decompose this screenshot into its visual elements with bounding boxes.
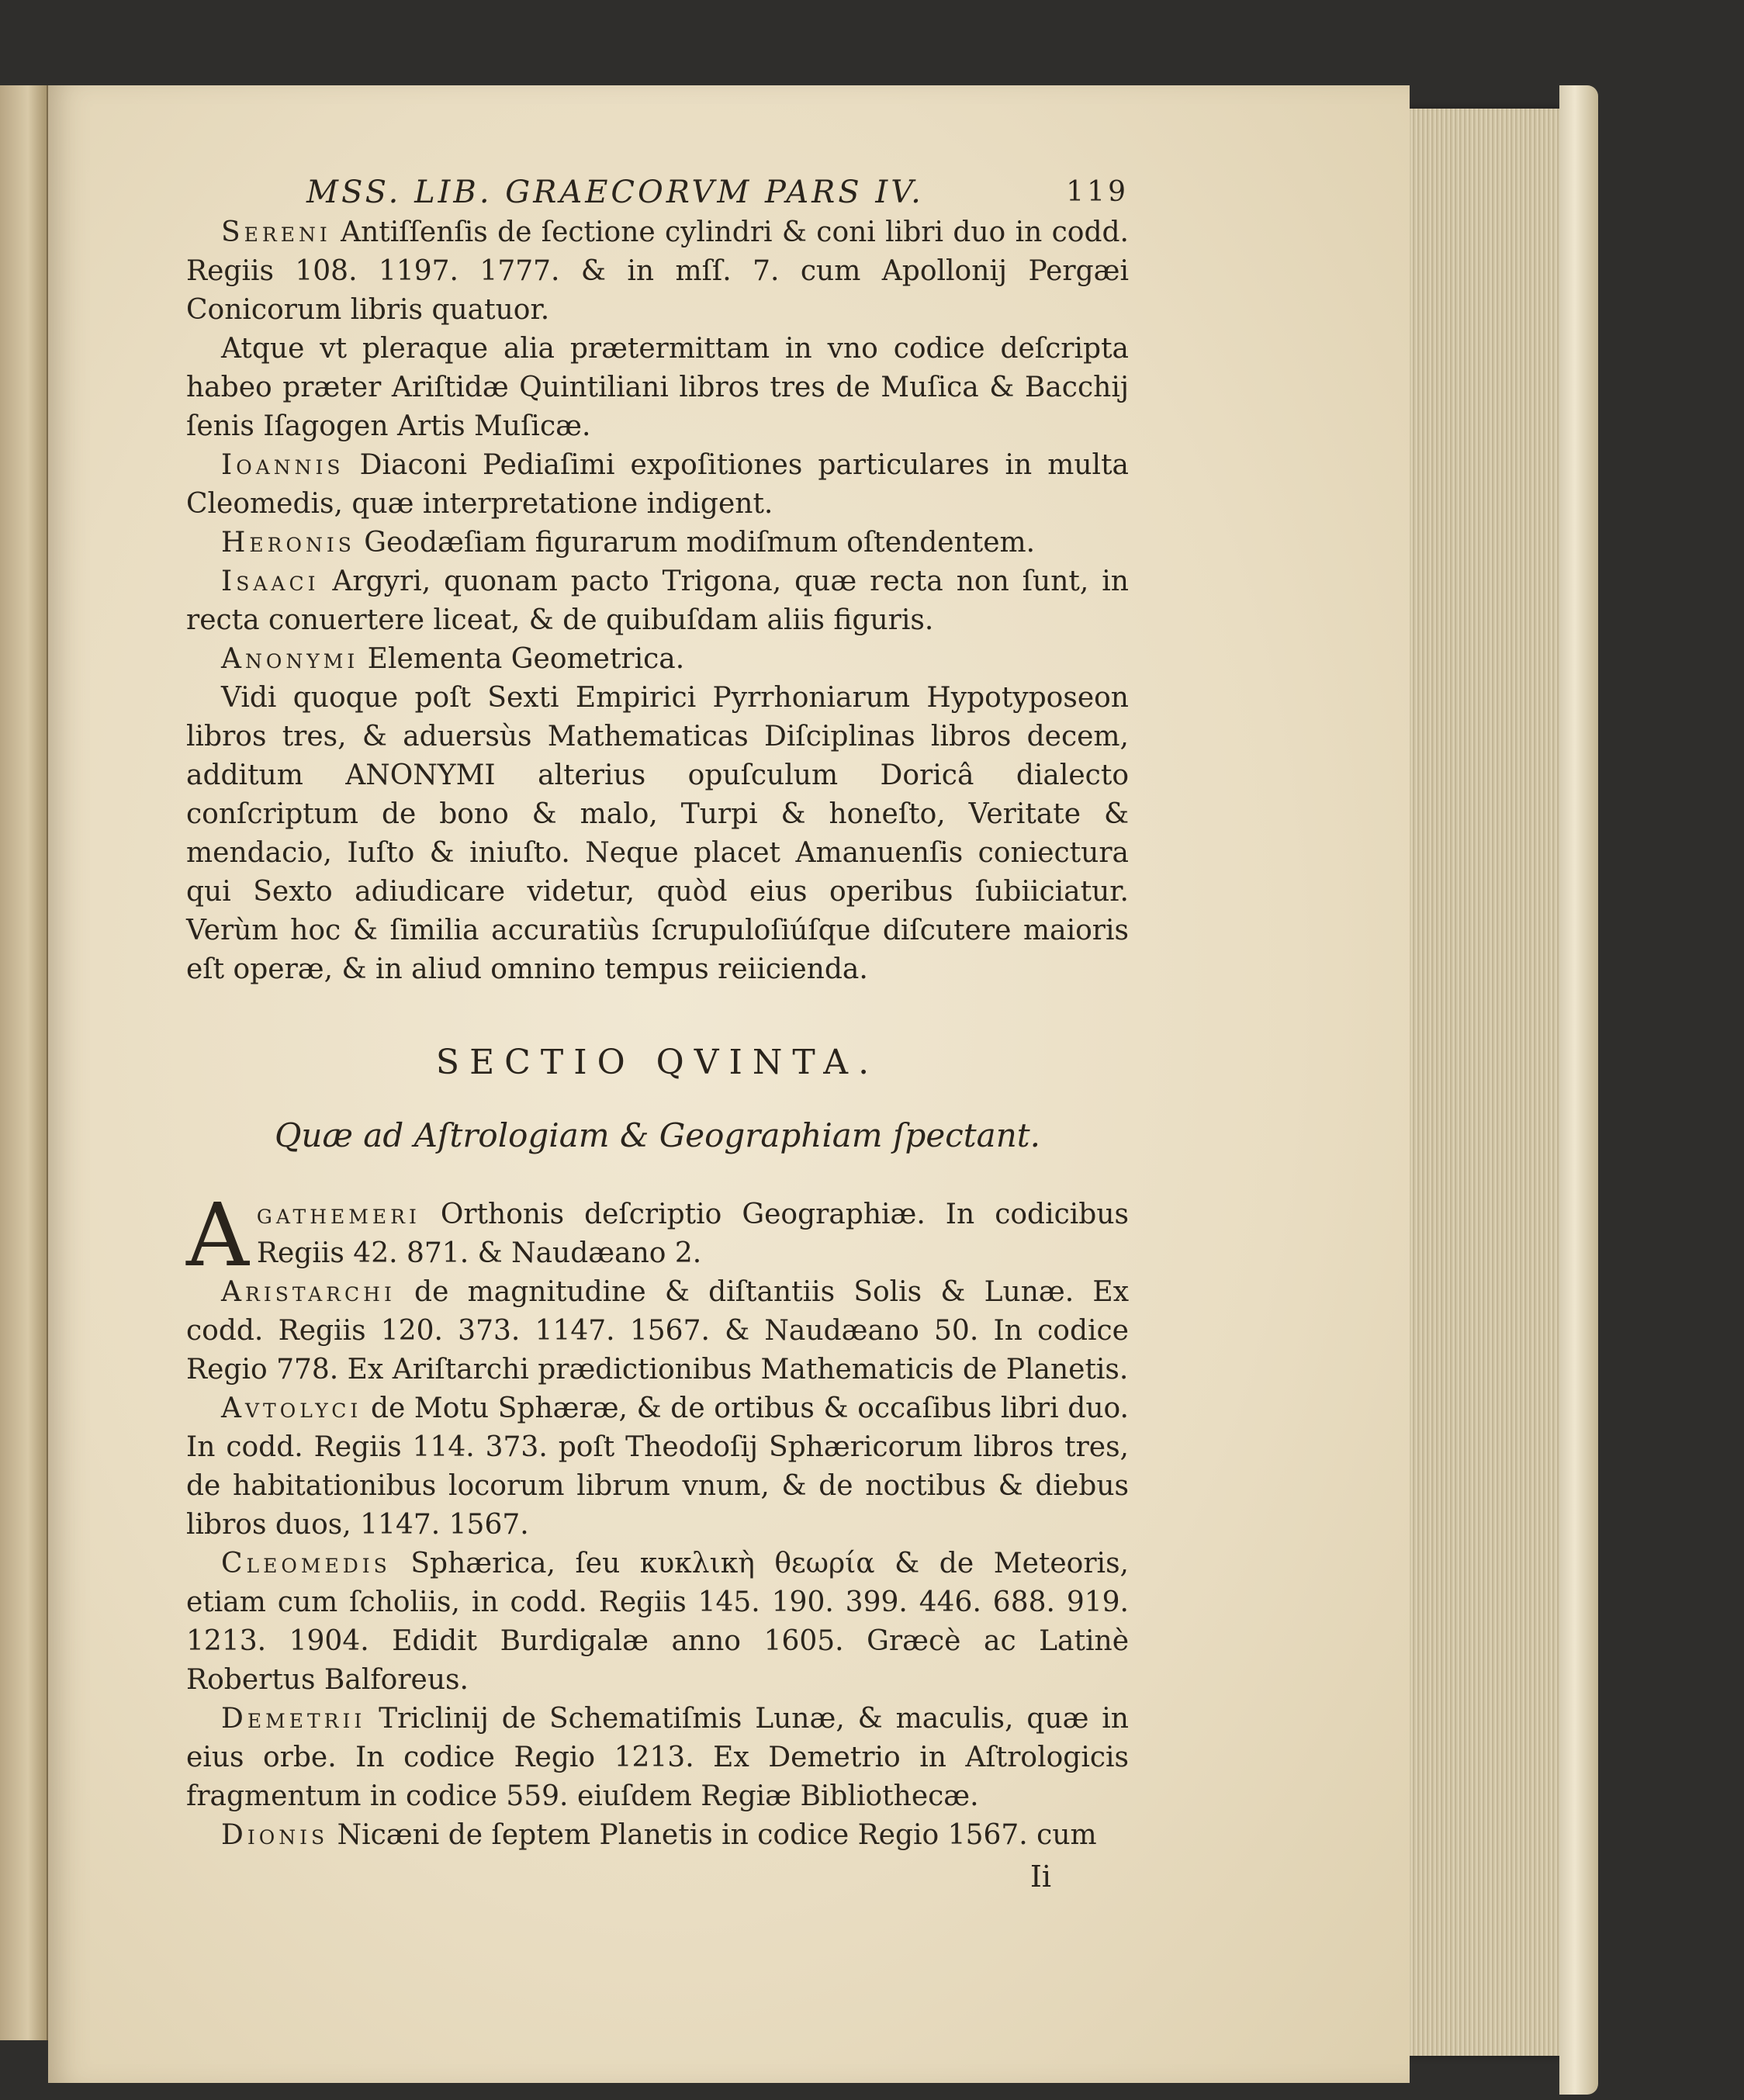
paragraph-lead-word: Ioannis — [221, 449, 344, 481]
paragraph-text: de magnitudine & diſtantiis Solis & Lunæ. Ex codd. Regiis 120. 373. 1147. 1567. & Naudæano 50. In codice Regio 778. Ex Ariſtarchi prædictionibus Mathematicis de Planetis. — [186, 1276, 1129, 1386]
paragraph-lead-word: Cleomedis — [221, 1548, 391, 1579]
paragraph-lead-word: Anonymi — [221, 643, 359, 675]
page-text-block — [186, 167, 1129, 1894]
paragraph-lead-word: Aristarchi — [221, 1276, 396, 1308]
page-block-edges — [1396, 109, 1575, 2056]
paragraph — [186, 679, 1129, 989]
paragraph-text: Diaconi Pediaſimi expoſitiones particulares in multa Cleomedis, quæ interpretatione indigent. — [186, 449, 1129, 520]
paragraph-text: Atque vt pleraque alia prætermittam in vno codice deſcripta habeo præter Ariſtidæ Quintiliani libros tres de Muſica & Bacchij ſenis Iſagogen Artis Muſicæ. — [186, 333, 1129, 442]
running-header — [186, 167, 1129, 213]
signature-mark: Ii — [1029, 1860, 1051, 1894]
paragraph-text: Sphærica, ſeu κυκλικὴ θεωρία & de Meteoris, etiam cum ſcholiis, in codd. Regiis 145. 190. 399. 446. 688. 919. 1213. 1904. Edidit Burdigalæ anno 1605. Græcè ac Latinè Robertus Balforeus. — [186, 1548, 1129, 1696]
paragraph-lead-word: Dionis — [221, 1819, 329, 1851]
section-subtitle: Quæ ad Aſtrologiam & Geographiam ſpectant. — [275, 1116, 1040, 1154]
paragraph-text: Elementa Geometrica. — [358, 643, 685, 675]
paragraph — [186, 524, 1129, 562]
paragraph — [186, 1816, 1129, 1855]
left-page-edge — [0, 85, 48, 2040]
paragraph — [186, 1389, 1129, 1545]
paragraph — [186, 1545, 1129, 1700]
top-paragraphs — [186, 213, 1129, 989]
running-title: MSS. LIB. GRAECORVM PARS IV. — [306, 175, 924, 210]
paragraph — [186, 446, 1129, 524]
paragraph-text: Nicæni de ſeptem Planetis in codice Regio 1567. cum — [328, 1819, 1097, 1851]
paragraph-text: de Motu Sphæræ, & de ortibus & occaſibus libri duo. In codd. Regiis 114. 373. poſt Theodoſij Sphæricorum libros tres, de habitationibus locorum librum vnum, & de noctibus & diebus libros duos, 1147. 1567. — [186, 1393, 1129, 1541]
bottom-paragraphs — [186, 1185, 1129, 1855]
paragraph-lead-word: Avtolyci — [221, 1393, 362, 1424]
paragraph-text: Orthonis deſcriptio Geographiæ. In codicibus Regiis 42. 871. & Naudæano 2. — [256, 1199, 1129, 1269]
paragraph — [186, 1273, 1129, 1389]
section-title: SECTIO QVINTA. — [435, 1043, 880, 1082]
dropcap-paragraph — [186, 1185, 1129, 1855]
drop-cap-letter: A — [186, 1185, 249, 1286]
paragraph — [186, 562, 1129, 640]
page-number: 119 — [1066, 176, 1129, 208]
paragraph-text: Triclinij de Schematiſmis Lunæ, & maculis, quæ in eius orbe. In codice Regio 1213. Ex Demetrio in Aſtrologicis fragmentum in codice 559. eiuſdem Regiæ Bibliothecæ. — [186, 1703, 1129, 1812]
paragraph-text: Vidi quoque poſt Sexti Empirici Pyrrhoniarum Hypotyposeon libros tres, & aduersùs Mathematicas Diſciplinas libros decem, additum ANONYMI alterius opuſculum Doricâ dialecto conſcriptum de bono & malo, Turpi & honeſto, Veritate & mendacio, Iuſto & iniuſto. Neque placet Amanuenſis coniectura qui Sexto adiudicare videtur, quòd eius operibus ſubiiciatur. Verùm hoc & ſimilia accuratiùs ſcrupuloſiúſque diſcutere maioris eſt operæ, & in aliud omnino tempus reiicienda. — [186, 682, 1129, 985]
paragraph-text: Argyri, quonam pacto Trigona, quæ recta non ſunt, in recta conuertere liceat, & de quibuſdam aliis figuris. — [186, 566, 1129, 636]
paragraph — [186, 213, 1129, 330]
paragraph — [186, 640, 1129, 679]
paragraph-lead-word: gathemeri — [256, 1199, 420, 1230]
paragraph-lead-word: Isaaci — [221, 566, 320, 597]
paragraph-lead-word: Heronis — [221, 527, 355, 559]
paragraph — [186, 1700, 1129, 1816]
paragraph-lead-word: Demetrii — [221, 1703, 366, 1735]
paragraph — [186, 1185, 1129, 1286]
book-cover-edge — [1559, 85, 1598, 2095]
paragraph — [186, 330, 1129, 446]
paragraph-text: Geodæſiam figurarum modiſmum oſtendentem. — [355, 527, 1036, 559]
paragraph-lead-word: Sereni — [221, 216, 331, 248]
paragraph-text: Antiſſenſis de ſectione cylindri & coni libri duo in codd. Regiis 108. 1197. 1777. & in mſſ. 7. cum Apollonij Pergæi Conicorum libris quatuor. — [186, 216, 1129, 326]
